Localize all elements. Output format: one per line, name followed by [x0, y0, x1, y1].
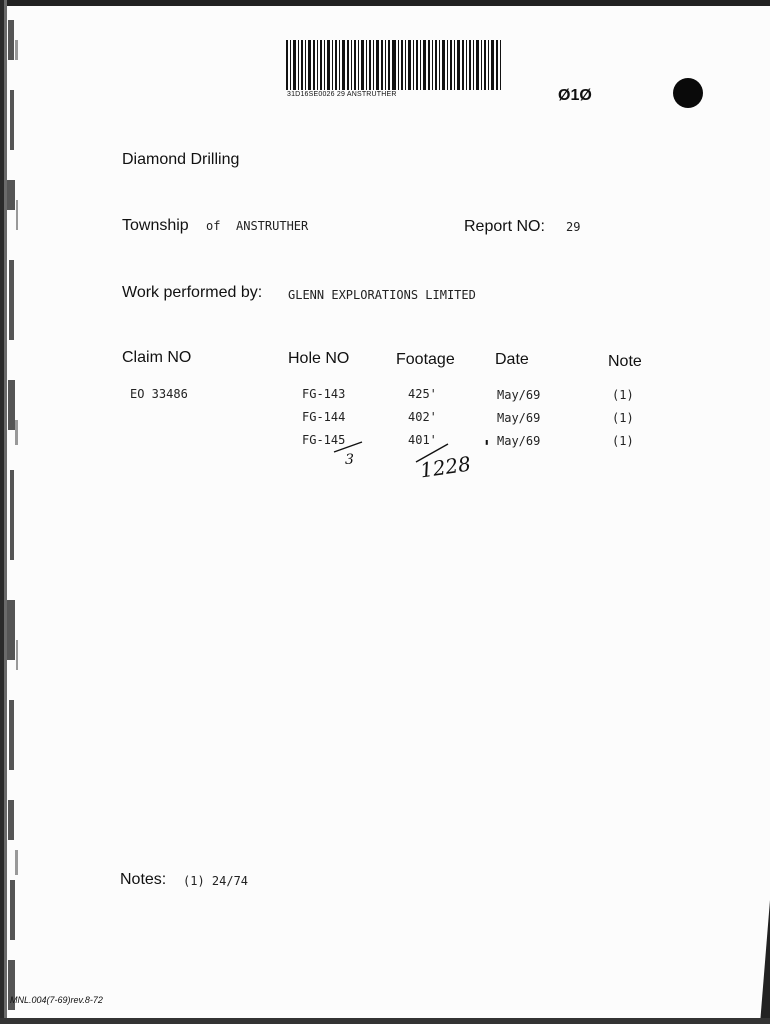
- row-date: May/69: [497, 388, 541, 402]
- scan-left-edge: [0, 0, 26, 1024]
- work-label: Work performed by:: [122, 284, 263, 301]
- report-label: Report NO:: [464, 218, 545, 235]
- header-note: Note: [608, 353, 642, 370]
- row-date: May/69: [497, 434, 541, 448]
- row-date: May/69: [497, 411, 541, 425]
- file-number: Ø1Ø: [558, 87, 592, 104]
- header-claim: Claim NO: [122, 349, 192, 366]
- work-value: GLENN EXPLORATIONS LIMITED: [288, 288, 476, 302]
- report-value: 29: [566, 220, 581, 234]
- row-note: (1): [612, 434, 634, 448]
- township-label: Township: [122, 217, 189, 234]
- row-footage: 425': [408, 387, 437, 401]
- form-number: MNL.004(7-69)rev.8-72: [10, 995, 103, 1005]
- row-note: (1): [612, 388, 634, 402]
- header-hole: Hole NO: [288, 350, 350, 367]
- row-footage: 402': [408, 410, 437, 424]
- row-footage: 401': [408, 433, 437, 447]
- notes-label: Notes:: [120, 871, 167, 888]
- scan-bottom-edge: [0, 1018, 770, 1024]
- row-hole: FG-144: [302, 410, 346, 424]
- row-note: (1): [612, 411, 634, 425]
- header-date: Date: [495, 351, 529, 368]
- handwritten-hole-count: 3: [345, 452, 354, 468]
- scan-right-edge: [758, 900, 770, 1024]
- handwritten-total-tick: ': [484, 437, 490, 458]
- page-title: Diamond Drilling: [122, 151, 240, 168]
- row-hole: FG-143: [302, 387, 346, 401]
- punch-hole: [673, 78, 703, 108]
- township-of: of: [206, 219, 221, 233]
- township-value: ANSTRUTHER: [236, 219, 309, 233]
- row-hole: FG-145: [302, 433, 346, 447]
- claim-value: EO 33486: [130, 387, 188, 401]
- scan-top-edge: [0, 0, 770, 6]
- barcode: [286, 40, 504, 90]
- handwritten-footage-total: 1228: [418, 451, 473, 483]
- header-footage: Footage: [396, 351, 455, 368]
- barcode-caption: 31D16SE0026 29 ANSTRUTHER: [287, 91, 397, 98]
- notes-value: (1) 24/74: [183, 874, 249, 888]
